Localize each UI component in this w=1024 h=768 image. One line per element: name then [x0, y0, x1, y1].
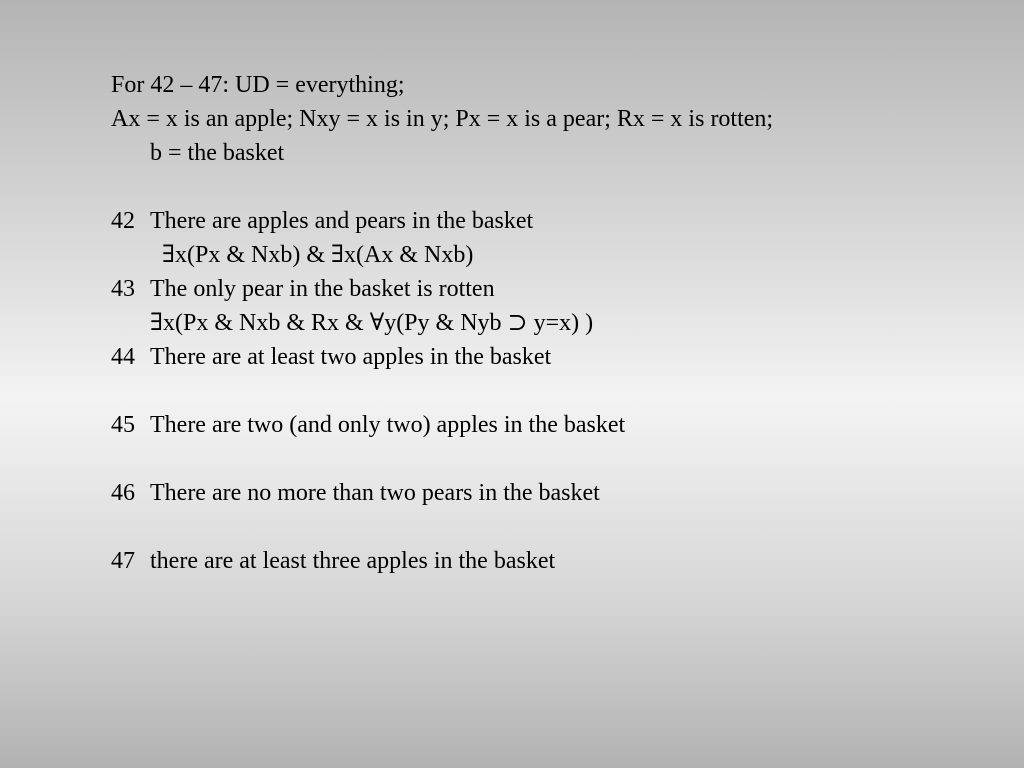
exercise-number: 44 — [111, 344, 135, 370]
exercise-sentence: The only pear in the basket is rotten — [150, 276, 495, 302]
exercise-sentence: There are at least two apples in the basket — [150, 344, 552, 370]
intro-line-constant: b = the basket — [150, 140, 285, 166]
exercise-43-formula: ∃x(Px & Nxb & Rx & ∀y(Py & Nyb ⊃ y=x) ) — [150, 310, 594, 336]
exercise-number: 45 — [111, 412, 135, 438]
exercise-sentence: There are two (and only two) apples in the basket — [150, 412, 626, 438]
exercise-number: 42 — [111, 208, 135, 234]
exercise-42 — [111, 204, 991, 238]
exercise-sentence: there are at least three apples in the basket — [150, 548, 556, 574]
exercise-42-formula: ∃x(Px & Nxb) & ∃x(Ax & Nxb) — [162, 242, 474, 268]
spacer — [111, 170, 991, 204]
exercise-46 — [111, 476, 991, 510]
exercise-43 — [111, 272, 991, 306]
slide-content — [111, 68, 991, 578]
exercise-sentence: There are apples and pears in the basket — [150, 208, 534, 234]
intro-line-predicates: Ax = x is an apple; Nxy = x is in y; Px = x is a pear; Rx = x is rotten; — [111, 106, 774, 132]
spacer — [111, 374, 991, 408]
exercise-number: 46 — [111, 480, 135, 506]
exercise-sentence: There are no more than two pears in the basket — [150, 480, 600, 506]
exercise-44 — [111, 340, 991, 374]
intro-line-domain: For 42 – 47: UD = everything; — [111, 72, 405, 98]
spacer — [111, 442, 991, 476]
exercise-number: 47 — [111, 548, 135, 574]
exercise-45 — [111, 408, 991, 442]
exercise-47 — [111, 544, 991, 578]
spacer — [111, 510, 991, 544]
exercise-number: 43 — [111, 276, 135, 302]
